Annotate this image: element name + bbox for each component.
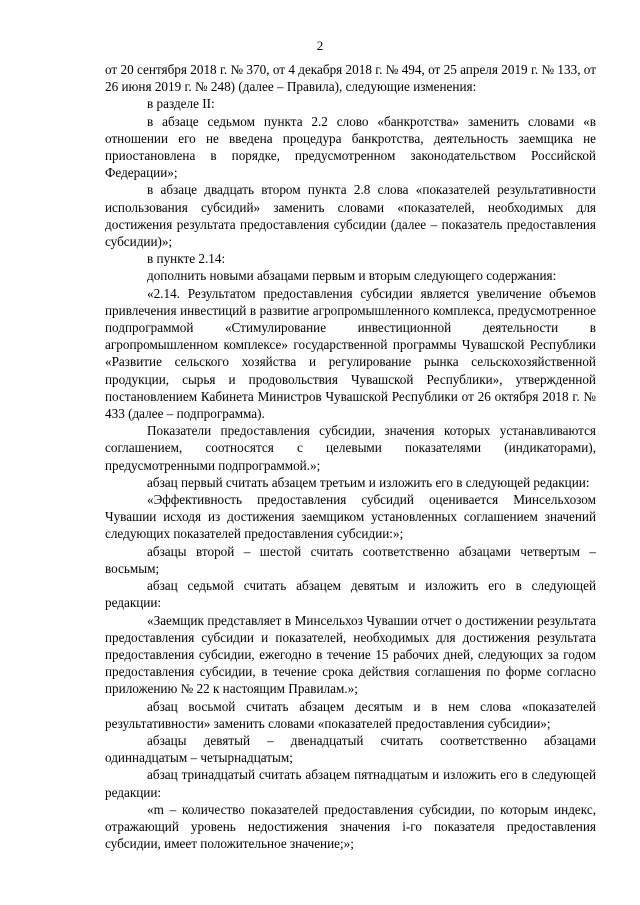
- paragraph: в абзаце двадцать втором пункта 2.8 слова «показателей результативности использования субсидий» заменить словами «показателей, необходимых для достижения результата предоставления субсидии (далее – показатель предоставления субсидии)»;: [105, 182, 596, 250]
- paragraph: «Эффективность предоставления субсидий оценивается Минсельхозом Чувашии исходя из достижения заемщиком установленных соглашением значений следующих показателей предоставления субсидии:»;: [105, 492, 596, 542]
- paragraph: в разделе II:: [147, 96, 215, 112]
- paragraph: абзацы второй – шестой считать соответственно абзацами четвертым – восьмым;: [105, 543, 596, 576]
- paragraph: абзацы девятый – двенадцатый считать соответственно абзацами одиннадцатым – четырнадцатым;: [105, 732, 596, 766]
- paragraph: «m – количество показателей предоставления субсидии, по которым индекс, отражающий уровень недостижения значения i-го показателя предоставления субсидии, имеет положительное значение;»;: [105, 801, 596, 852]
- paragraph: абзац седьмой считать абзацем девятым и изложить его в следующей редакции:: [105, 578, 596, 611]
- paragraph: в пункте 2.14:: [147, 251, 226, 267]
- document-body: [105, 61, 596, 852]
- paragraph: абзац тринадцатый считать абзацем пятнадцатым и изложить его в следующей редакции:: [105, 767, 596, 800]
- paragraph: абзац первый считать абзацем третьим и изложить его в следующей редакции:: [147, 474, 590, 490]
- paragraph: абзац восьмой считать абзацем десятым и в нем слова «показателей результативности» заменить словами «показателей предоставления субсидии»;: [105, 698, 596, 731]
- paragraph: Показатели предоставления субсидии, значения которых устанавливаются соглашением, соотносятся с целевыми показателями (индикаторами), предусмотренными подпрограммой.»;: [105, 423, 596, 473]
- paragraph: «Заемщик представляет в Минсельхоз Чувашии отчет о достижении результата предоставления субсидии и показателей, необходимых для достижения результата предоставления субсидии, ежегодно в течение 15 рабочих дней, следующих за годом предоставления субсидии, в течение срока действия соглашения по форме согласно приложению № 22 к настоящим Правилам.»;: [105, 612, 596, 697]
- page-number: 2: [316, 38, 324, 53]
- paragraph: дополнить новыми абзацами первым и вторым следующего содержания:: [147, 268, 557, 284]
- paragraph: от 20 сентября 2018 г. № 370, от 4 декабря 2018 г. № 494, от 25 апреля 2019 г. № 133, от 26 июня 2019 г. № 248) (далее – Правила), следующие изменения:: [105, 62, 596, 95]
- paragraph: «2.14. Результатом предоставления субсидии является увеличение объемов привлечения инвестиций в развитие агропромышленного комплекса, предусмотренное подпрограммой «Стимулирование инвестиционной деятельности в агропромышленном комплексе» государственной программы Чувашской Республики «Развитие сельского хозяйства и регулирование рынка сельскохозяйственной продукции, сырья и продовольствия Чувашской Республики», утвержденной постановлением Кабинета Министров Чувашской Республики от 26 октября 2018 г. № 433 (далее – подпрограмма).: [105, 285, 596, 422]
- paragraph: в абзаце седьмом пункта 2.2 слово «банкротства» заменить словами «в отношении его не введена процедура банкротства, деятельность заемщика не приостановлена в порядке, предусмотренном законодательством Российской Федерации»;: [105, 113, 596, 181]
